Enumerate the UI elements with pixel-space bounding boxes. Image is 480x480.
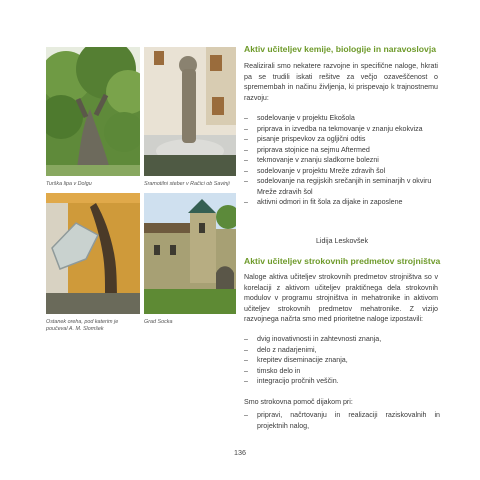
photo-socka-castle <box>144 193 236 314</box>
list-item: – pripravi, načrtovanju in realizaciji raziskovalnih in projektnih nalog, <box>244 410 440 431</box>
section2-help-intro: Smo strokovna pomoč dijakom pri: <box>244 398 353 406</box>
list-item: – sodelovanje na regijskih srečanjih in seminarjih v okviru Mreže zdravih šol <box>244 176 440 197</box>
list-item: – timsko delo in <box>244 366 440 377</box>
list-item: – aktivni odmori in fit šola za dijake in zaposlene <box>244 197 440 208</box>
list-item: – krepitev diseminacije znanja, <box>244 355 440 366</box>
pillory-image <box>144 47 236 176</box>
list-item: – priprava stojnice na sejmu Aftermed <box>244 145 440 156</box>
photo-walnut-remnant <box>46 193 140 314</box>
section1-list <box>244 113 440 208</box>
list-item: – sodelovanje v projektu Mreže zdravih šol <box>244 166 440 177</box>
list-item: – tekmovanje v znanju sladkorne bolezni <box>244 155 440 166</box>
list-item: – priprava in izvedba na tekmovanje v znanju ekokviza <box>244 124 440 135</box>
photo-linden-tree <box>46 47 140 176</box>
list-item: – pisanje prispevkov za ogljični odtis <box>244 134 440 145</box>
section2-priorities-list <box>244 334 440 387</box>
section2-help-list <box>244 410 440 431</box>
linden-tree-image <box>46 47 140 176</box>
section-heading-chemistry-biology: Aktiv učiteljev kemije, biologije in naravoslovja <box>244 44 436 54</box>
list-item: – integracijo pročnih veščin. <box>244 376 440 387</box>
section-heading-mechanical-engineering: Aktiv učiteljev strokovnih predmetov strojništva <box>244 256 441 266</box>
walnut-remnant-image <box>46 193 140 314</box>
section1-author: Lidija Leskovšek <box>315 237 369 245</box>
section1-intro: Realizirali smo nekatere razvojne in specifične naloge, hkrati pa se trudili iskati rešitve za večjo ozaveščenost o spremembah in načinu življenja, ki prispevajo k trajnostnemu razvoju: <box>244 62 438 102</box>
list-item: – sodelovanje v projektu Ekošola <box>244 113 440 124</box>
photo-pillory-column <box>144 47 236 176</box>
caption-photo-2: Sramotilni steber v Račici ob Savinji <box>144 181 230 187</box>
section2-intro: Naloge aktiva učiteljev strokovnih predmetov strojništva so v korelaciji z aktivom učiteljev praktičnega dela strokovnih modulov v programu strojništva in mehatronike in aktivom učiteljev strokovnih predmetov mehatronike. Z vizijo razvojnega načrta smo med prioritetne naloge izpostavili: <box>244 273 438 323</box>
caption-photo-3: Ostanek oreha, pod katerim je poučeval A. M. Slomšek <box>46 319 119 332</box>
castle-image <box>144 193 236 314</box>
caption-photo-1: Turška lipa v Dolgu <box>46 181 92 187</box>
page-number: 136 <box>234 448 246 457</box>
list-item: – delo z nadarjenimi, <box>244 345 440 356</box>
list-item: – dvig inovativnosti in zahtevnosti znanja, <box>244 334 440 345</box>
caption-photo-4: Grad Socka <box>144 319 173 325</box>
